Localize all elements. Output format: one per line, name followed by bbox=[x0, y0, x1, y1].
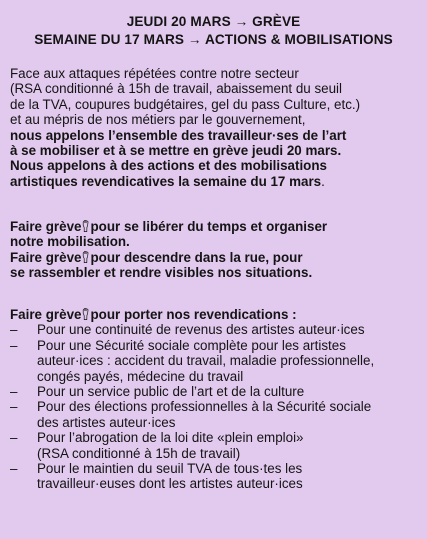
raised-fist-icon bbox=[82, 220, 89, 232]
header-line-strike: JEUDI 20 MARS → GRÈVE bbox=[126, 14, 301, 29]
intro-line: (RSA conditionné à 15h de travail, abaissement du seuil bbox=[10, 81, 342, 97]
demands-heading-rest: pour porter nos revendications : bbox=[90, 307, 297, 322]
strike-prefix: Faire grève bbox=[10, 249, 82, 265]
demand-item bbox=[10, 338, 422, 384]
intro-paragraph bbox=[10, 66, 422, 189]
raised-fist-icon bbox=[82, 251, 89, 263]
demand-line: auteur·ices : accident du travail, maladie professionnelle, bbox=[37, 353, 375, 369]
strike-rest: pour descendre dans la rue, pour bbox=[90, 249, 303, 265]
demand-item bbox=[10, 384, 422, 399]
strike-line: se rassembler et rendre visibles nos situations. bbox=[10, 265, 313, 281]
header-line-week: SEMAINE DU 17 MARS → ACTIONS & MOBILISATIONS bbox=[34, 32, 393, 47]
list-dash: – bbox=[10, 322, 18, 338]
intro-line-bold: à se mobiliser et à se mettre en grève jeudi 20 mars. bbox=[10, 143, 342, 159]
list-dash: – bbox=[10, 399, 18, 415]
intro-line-bold-text: artistiques revendicatives la semaine du 17 mars bbox=[10, 173, 322, 189]
demand-line: Pour le maintien du seuil TVA de tous·tes les bbox=[37, 461, 303, 477]
intro-line: Face aux attaques répétées contre notre secteur bbox=[10, 66, 299, 81]
demand-line: Pour une continuité de revenus des artistes auteur·ices bbox=[37, 322, 365, 338]
raised-fist-icon bbox=[82, 308, 89, 320]
intro-line: et au mépris de nos métiers par le gouvernement, bbox=[10, 112, 306, 128]
intro-line-bold: nous appelons l’ensemble des travailleur·ses de l’art bbox=[10, 127, 347, 143]
demand-line: Pour une Sécurité sociale complète pour les artistes bbox=[37, 337, 346, 353]
demand-line: (RSA conditionné à 15h de travail) bbox=[37, 445, 241, 461]
demands-prefix: Faire grève bbox=[10, 307, 82, 322]
header bbox=[0, 13, 427, 49]
demands-heading bbox=[10, 307, 422, 322]
intro-line-bold: artistiques revendicatives la semaine du 17 mars. bbox=[10, 173, 325, 189]
demands-list bbox=[10, 322, 422, 491]
demand-item bbox=[10, 322, 422, 337]
demand-item bbox=[10, 399, 422, 430]
demand-line: Pour un service public de l’art et de la culture bbox=[37, 384, 305, 400]
strike-rest: pour se libérer du temps et organiser bbox=[90, 219, 328, 234]
demand-line: Pour des élections professionnelles à la Sécurité sociale bbox=[37, 399, 372, 415]
demand-item bbox=[10, 461, 422, 492]
strike-paragraph bbox=[10, 219, 422, 281]
demand-line: des artistes auteur·ices bbox=[37, 414, 176, 430]
demand-line: travailleur·euses dont les artistes auteur·ices bbox=[37, 476, 303, 492]
strike-line bbox=[10, 250, 422, 265]
list-dash: – bbox=[10, 430, 18, 446]
demand-item bbox=[10, 430, 422, 461]
strike-line bbox=[10, 219, 422, 234]
strike-prefix: Faire grève bbox=[10, 219, 82, 234]
list-dash: – bbox=[10, 337, 18, 353]
intro-line-bold: Nous appelons à des actions et des mobilisations bbox=[10, 158, 327, 174]
demand-line: Pour l’abrogation de la loi dite «plein emploi» bbox=[37, 430, 304, 446]
intro-line: de la TVA, coupures budgétaires, gel du pass Culture, etc.) bbox=[10, 96, 361, 112]
strike-line: notre mobilisation. bbox=[10, 234, 130, 250]
list-dash: – bbox=[10, 461, 18, 477]
demand-line: congés payés, médecine du travail bbox=[37, 368, 244, 384]
demands-section bbox=[10, 307, 422, 492]
list-dash: – bbox=[10, 384, 18, 400]
